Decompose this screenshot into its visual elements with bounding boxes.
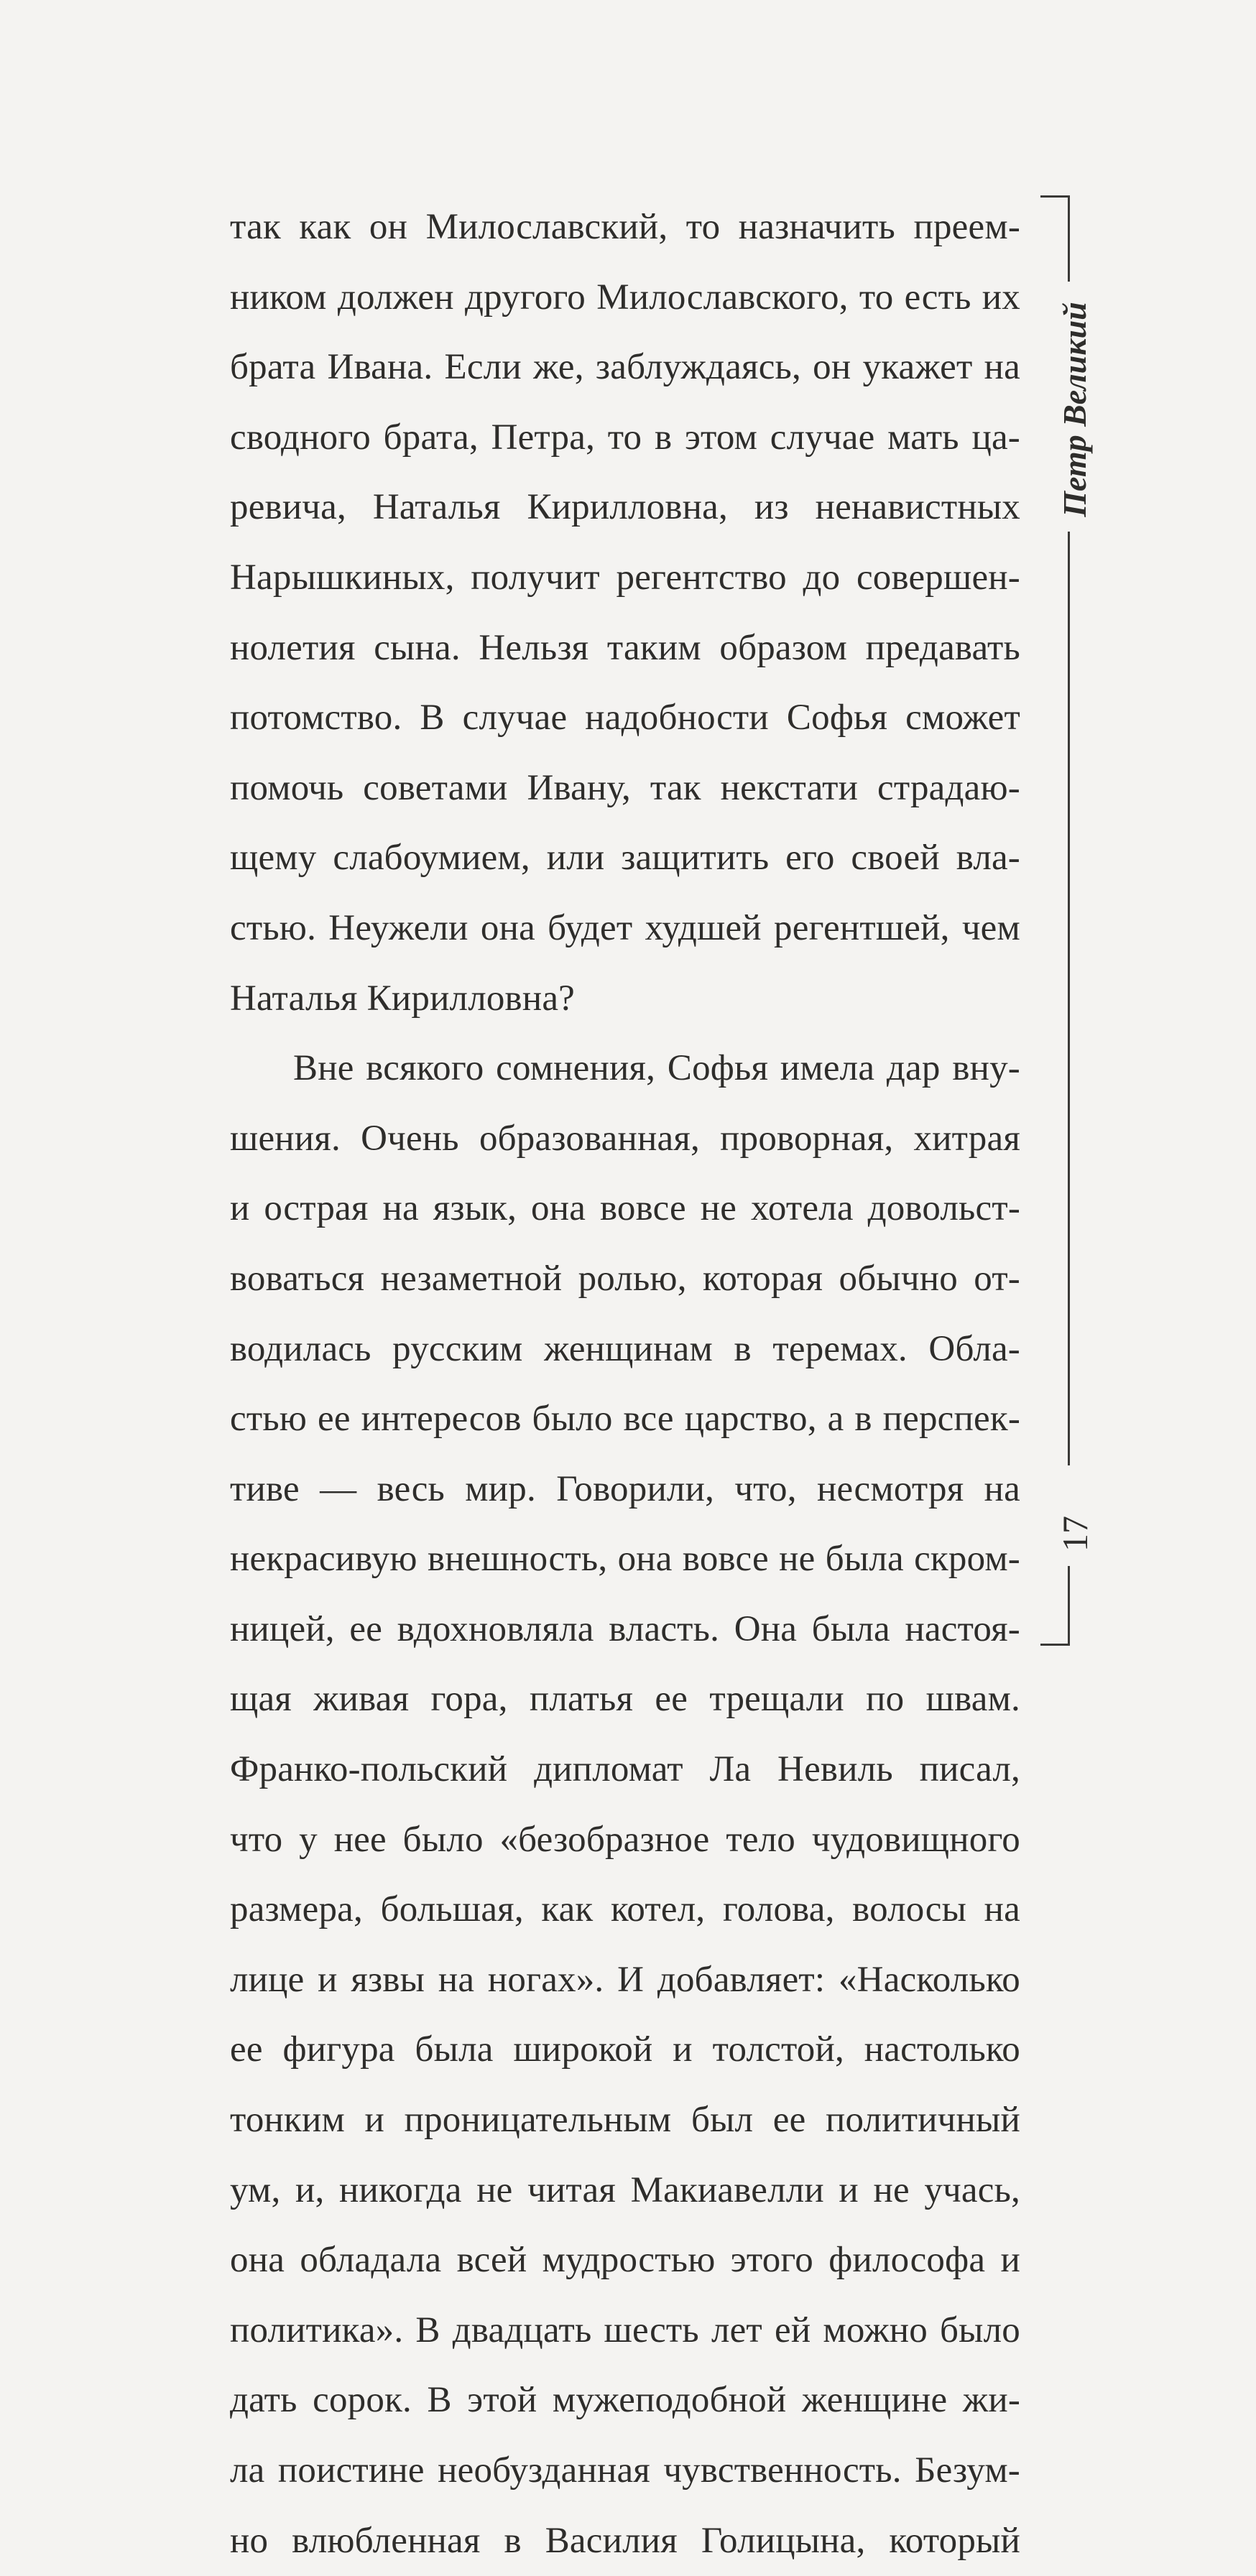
header-rule-top-vertical	[1068, 195, 1070, 282]
text-line: водилась русским женщинам в теремах. Обла-	[230, 1328, 1020, 1369]
text-line: она обладала всей мудростью этого философа и	[230, 2240, 1020, 2281]
text-line: нолетия сына. Нельзя таким образом предавать	[230, 627, 1020, 668]
text-line: размера, большая, как котел, голова, волосы на	[230, 1889, 1020, 1930]
text-line: ум, и, никогда не читая Макиавелли и не учась,	[230, 2169, 1020, 2210]
text-line: ницей, ее вдохновляла власть. Она была настоя-	[230, 1608, 1020, 1649]
text-line: некрасивую внешность, она вовсе не была скром-	[230, 1539, 1020, 1580]
running-title: Петр Великий	[1056, 302, 1093, 517]
text-line: ла поистине необузданная чувственность. Безум-	[230, 2450, 1020, 2491]
text-line: лице и язвы на ногах». И добавляет: «Насколько	[230, 1959, 1020, 2000]
text-line: Нарышкиных, получит регентство до совершен-	[230, 557, 1020, 598]
text-line: воваться незаметной ролью, которая обычно от-	[230, 1258, 1020, 1299]
page-number: 17	[1055, 1516, 1095, 1552]
text-line: сводного брата, Петра, то в этом случае мать ца-	[230, 417, 1020, 458]
text-line-paragraph-end: Наталья Кирилловна?	[230, 978, 576, 1019]
text-line: шения. Очень образованная, проворная, хитрая	[230, 1118, 1020, 1159]
text-line: тиве — весь мир. Говорили, что, несмотря на	[230, 1468, 1020, 1509]
text-line: ревича, Наталья Кирилловна, из ненавистных	[230, 487, 1020, 528]
text-line: но влюбленная в Василия Голицына, который	[230, 2520, 1020, 2561]
header-rule-middle-vertical	[1068, 532, 1070, 1465]
footer-rule-bottom-vertical	[1068, 1566, 1070, 1645]
text-line: ником должен другого Милославского, то есть их	[230, 277, 1020, 318]
text-line: Франко-польский дипломат Ла Невиль писал,	[230, 1749, 1020, 1790]
header-rule-top-horizontal	[1040, 195, 1069, 198]
text-line: помочь советами Ивану, так некстати страдаю-	[230, 767, 1020, 808]
text-line: так как он Милославский, то назначить преем-	[230, 207, 1020, 247]
text-line: тонким и проницательным был ее политичный	[230, 2100, 1020, 2141]
text-line: щая живая гора, платья ее трещали по швам.	[230, 1679, 1020, 1720]
text-line: дать сорок. В этой мужеподобной женщине жи-	[230, 2380, 1020, 2421]
text-line: стью. Неужели она будет худшей регентшей, чем	[230, 907, 1020, 948]
text-line: стью ее интересов было все царство, а в перспек-	[230, 1399, 1020, 1440]
text-line: брата Ивана. Если же, заблуждаясь, он укажет на	[230, 347, 1020, 388]
text-line: потомство. В случае надобности Софья сможет	[230, 698, 1020, 738]
body-text	[230, 193, 1020, 2576]
text-line: что у нее было «безобразное тело чудовищного	[230, 1819, 1020, 1860]
text-line: политика». В двадцать шесть лет ей можно было	[230, 2309, 1020, 2350]
text-line: и острая на язык, она вовсе не хотела довольст-	[230, 1188, 1020, 1229]
text-line-paragraph-start: Вне всякого сомнения, Софья имела дар вну-	[293, 1048, 1020, 1089]
text-line: щему слабоумием, или защитить его своей вла-	[230, 838, 1020, 879]
footer-rule-bottom-horizontal	[1040, 1644, 1070, 1646]
text-line: ее фигура была широкой и толстой, настолько	[230, 2029, 1020, 2070]
